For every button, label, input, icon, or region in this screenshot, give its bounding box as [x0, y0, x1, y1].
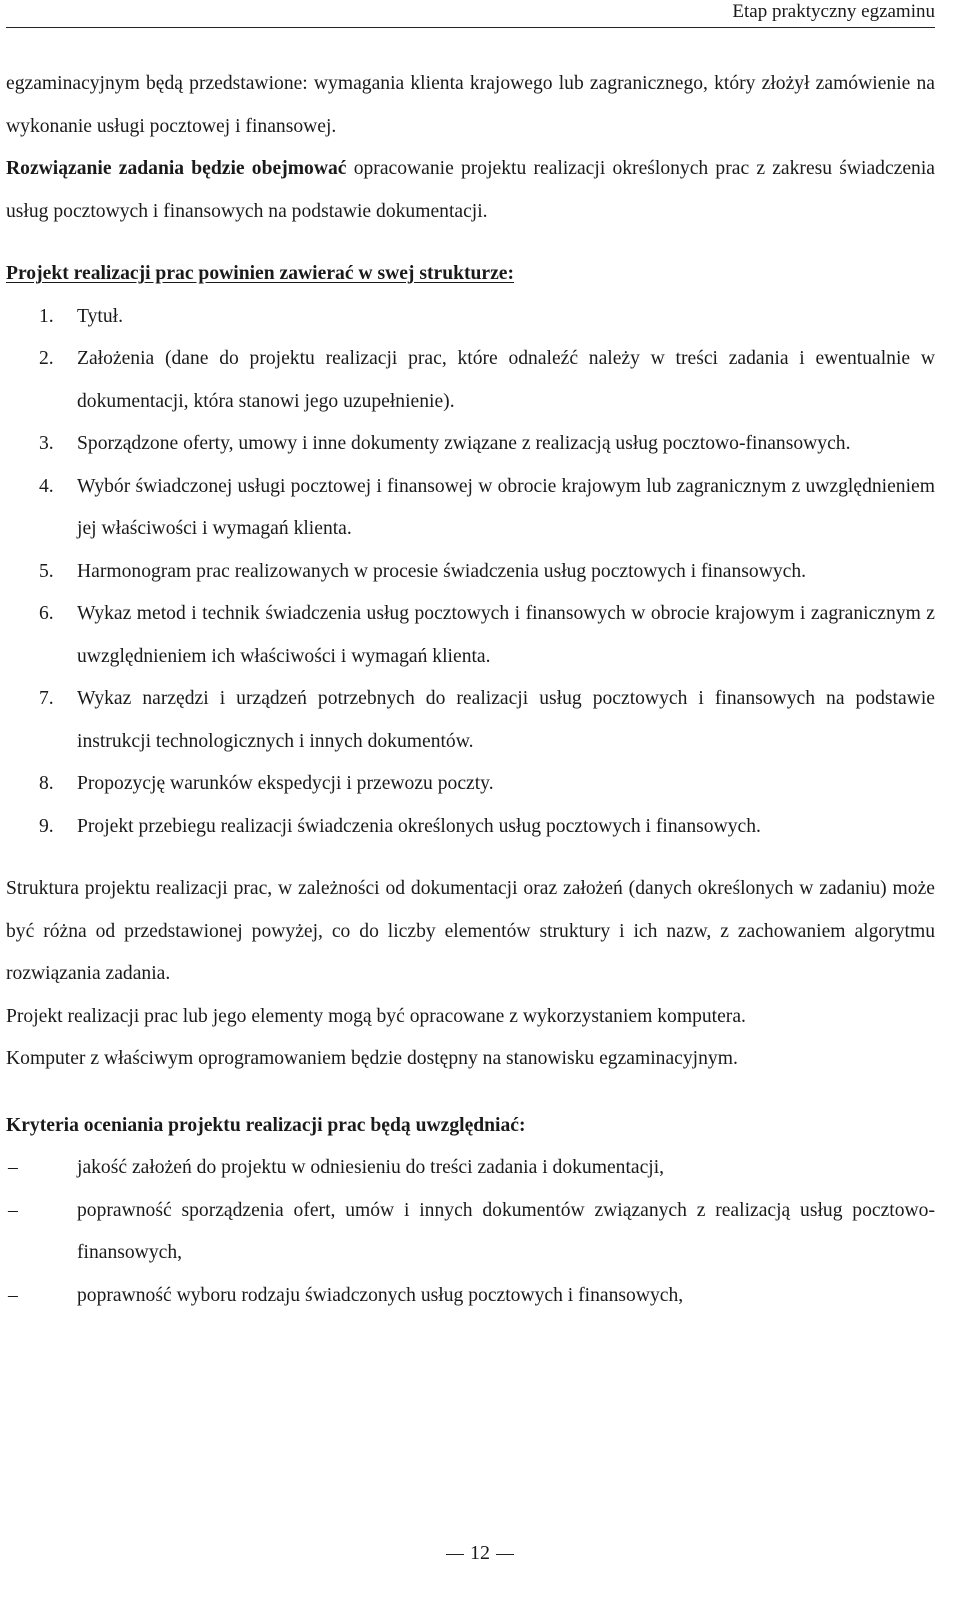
- structure-list-item: [6, 466, 935, 551]
- list-item-number: 9.: [39, 815, 54, 837]
- structure-list: [6, 296, 935, 849]
- criteria-item-text: jakość założeń do projektu w odniesieniu do treści zadania i dokumentacji,: [77, 1157, 665, 1178]
- structure-list-item: [6, 763, 935, 806]
- page-footer: [0, 1540, 960, 1566]
- structure-list-item: [6, 551, 935, 594]
- list-item-text: Sporządzone oferty, umowy i inne dokumenty związane z realizacją usług pocztowo-finansowych.: [77, 433, 851, 454]
- criteria-heading: Kryteria oceniania projektu realizacji prac będą uwzględniać:: [6, 1114, 526, 1136]
- structure-list-item: [6, 593, 935, 678]
- list-item-text: Propozycję warunków ekspedycji i przewozu poczty.: [77, 773, 494, 794]
- solution-paragraph: [6, 148, 935, 233]
- computer-usage-paragraph: Projekt realizacji prac lub jego elementy mogą być opracowane z wykorzystaniem komputera.: [6, 1005, 746, 1027]
- criteria-item-text: poprawność sporządzenia ofert, umów i innych dokumentów związanych z realizacją usług pocztowo-finansowych,: [77, 1199, 935, 1263]
- running-header: Etap praktyczny egzaminu: [732, 1, 935, 22]
- list-item-text: Harmonogram prac realizowanych w procesie świadczenia usług pocztowych i finansowych.: [77, 560, 807, 582]
- structure-list-item: [6, 806, 935, 849]
- list-item-text: Tytuł.: [77, 305, 123, 327]
- computer-availability-paragraph: Komputer z właściwym oprogramowaniem będzie dostępny na stanowisku egzaminacyjnym.: [6, 1048, 738, 1069]
- structure-list-item: [6, 423, 935, 466]
- solution-bold-lead: Rozwiązanie zadania będzie obejmować: [6, 158, 347, 179]
- criteria-list-item: [6, 1147, 935, 1190]
- page-number: 12: [470, 1542, 490, 1564]
- list-item-number: 4.: [39, 475, 54, 497]
- footer-dash-right: [496, 1554, 514, 1555]
- criteria-item-text: poprawność wyboru rodzaju świadczonych usług pocztowych i finansowych,: [77, 1284, 684, 1306]
- intro-paragraph: [6, 63, 935, 148]
- intro-text: egzaminacyjnym będą przedstawione: wymagania klienta krajowego lub zagranicznego, który złożył zamówienie na wykonanie usługi pocztowej i finansowej.: [6, 73, 935, 137]
- list-item-number: 5.: [39, 560, 54, 582]
- list-item-text: Wybór świadczonej usługi pocztowej i finansowej w obrocie krajowym lub zagranicznym z uwzględnieniem jej właściwości i wymagań klienta.: [77, 475, 935, 539]
- header-rule: [6, 27, 935, 28]
- list-item-number: 6.: [39, 603, 54, 624]
- list-item-number: 3.: [39, 433, 54, 454]
- dash-bullet: –: [8, 1157, 18, 1178]
- list-item-number: 7.: [39, 688, 54, 709]
- dash-bullet: –: [8, 1199, 18, 1221]
- structure-note-paragraph: Struktura projektu realizacji prac, w zależności od dokumentacji oraz założeń (danych określonych w zadaniu) może być różna od przedstawionej powyżej, co do liczby elementów struktury i ich nazw, z zachowaniem algorytmu rozwiązania zadania.: [6, 878, 935, 984]
- list-item-text: Wykaz metod i technik świadczenia usług pocztowych i finansowych w obrocie krajowym i zagranicznym z uwzględnieniem ich właściwości i wymagań klienta.: [77, 603, 935, 667]
- solution-text: opracowanie projektu realizacji określonych prac z zakresu świadczenia usług pocztowych i finansowych na podstawie dokumentacji.: [6, 158, 935, 222]
- list-item-number: 2.: [39, 348, 54, 369]
- structure-list-item: [6, 296, 935, 339]
- list-item-text: Założenia (dane do projektu realizacji prac, które odnaleźć należy w treści zadania i ewentualnie w dokumentacji, która stanowi jego uzupełnienie).: [77, 348, 935, 412]
- criteria-list-item: [6, 1190, 935, 1275]
- criteria-list-item: [6, 1275, 935, 1318]
- list-item-number: 1.: [39, 305, 54, 327]
- criteria-list: [6, 1147, 935, 1317]
- dash-bullet: –: [8, 1284, 18, 1306]
- page-content: [6, 63, 935, 1317]
- list-item-number: 8.: [39, 773, 54, 794]
- list-item-text: Wykaz narzędzi i urządzeń potrzebnych do realizacji usług pocztowych i finansowych na podstawie instrukcji technologicznych i innych dokumentów.: [77, 688, 935, 752]
- structure-list-item: [6, 678, 935, 763]
- list-item-text: Projekt przebiegu realizacji świadczenia określonych usług pocztowych i finansowych.: [77, 815, 761, 837]
- structure-list-item: [6, 338, 935, 423]
- structure-heading: Projekt realizacji prac powinien zawierać w swej strukturze:: [6, 263, 515, 284]
- footer-dash-left: [446, 1554, 464, 1555]
